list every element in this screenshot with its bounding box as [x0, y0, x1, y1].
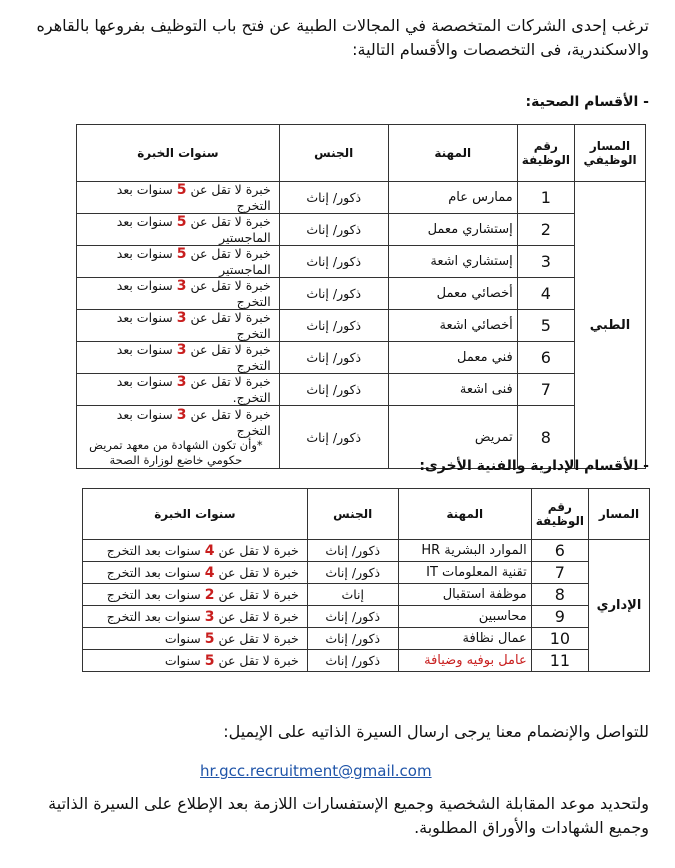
table-header-row — [83, 489, 650, 540]
experience-text — [107, 543, 299, 558]
job-profession-cell: عمال نظافة — [398, 628, 531, 650]
experience-suffix: سنوات بعد التخرج — [116, 406, 271, 438]
job-gender-cell: ذكور/ إناث — [307, 606, 398, 628]
experience-years: 3 — [176, 278, 187, 294]
experience-years: 4 — [204, 542, 215, 559]
experience-prefix: خبرة لا تقل عن — [218, 542, 299, 558]
experience-prefix: خبرة لا تقل عن — [218, 652, 299, 668]
experience-suffix: سنوات بعد التخرج — [116, 310, 271, 341]
job-gender-cell: ذكور/ إناث — [307, 540, 398, 562]
experience-suffix: سنوات بعد التخرج — [106, 564, 201, 580]
experience-years: 3 — [176, 406, 187, 423]
experience-years: 5 — [204, 652, 215, 669]
job-gender-cell: ذكور/ إناث — [279, 246, 388, 278]
experience-years: 3 — [204, 608, 215, 625]
closing-paragraph: ولتحديد موعد المقابلة الشخصية وجميع الإستفسارات اللازمة بعد الإطلاع على السيرة الذاتية وجميع الشهادات والأوراق المطلوبة. — [48, 794, 649, 837]
experience-text — [117, 310, 271, 341]
job-gender-cell: ذكور/ إناث — [279, 374, 388, 406]
table-row — [83, 606, 650, 628]
header-number: رقم الوظيفة — [517, 125, 574, 182]
experience-prefix: خبرة لا تقل عن — [218, 630, 299, 646]
job-gender-cell: ذكور/ إناث — [279, 342, 388, 374]
header-path: المسار الوظيفي — [575, 125, 646, 182]
table-row — [77, 342, 646, 374]
job-number-cell: 7 — [531, 562, 588, 584]
experience-note: *وأن تكون الشهادة من معهد تمريض حكومي خاضع لوزارة الصحة — [89, 437, 263, 467]
table-row — [83, 562, 650, 584]
experience-text — [117, 278, 271, 309]
job-number-cell: 8 — [517, 406, 574, 469]
header-path: المسار — [589, 489, 650, 540]
table-row — [83, 584, 650, 606]
table-row — [77, 182, 646, 214]
experience-text — [107, 587, 299, 602]
header-gender: الجنس — [279, 125, 388, 182]
job-number-cell: 3 — [517, 246, 574, 278]
experience-text — [117, 246, 271, 277]
experience-suffix: سنوات بعد التخرج — [106, 608, 201, 624]
experience-years: 3 — [176, 342, 187, 358]
table-row — [77, 214, 646, 246]
job-gender-cell: ذكور/ إناث — [307, 650, 398, 672]
header-number: رقم الوظيفة — [531, 489, 588, 540]
job-experience-cell — [77, 310, 280, 342]
job-experience-cell — [83, 650, 308, 672]
experience-suffix: سنوات بعد التخرج — [116, 182, 271, 213]
experience-suffix: سنوات — [164, 630, 201, 646]
job-profession-cell: إستشاري معمل — [388, 214, 517, 246]
experience-years: 5 — [204, 630, 215, 647]
experience-suffix: سنوات — [164, 652, 201, 668]
job-experience-cell — [83, 540, 308, 562]
health-section-heading: - الأقسام الصحية: — [525, 94, 649, 110]
experience-suffix: سنوات بعد الماجستير — [116, 214, 271, 245]
job-profession-cell: محاسبين — [398, 606, 531, 628]
email-link[interactable]: hr.gcc.recruitment@gmail.com — [200, 762, 432, 780]
table-row — [77, 246, 646, 278]
job-number-cell: 4 — [517, 278, 574, 310]
job-number-cell: 8 — [531, 584, 588, 606]
experience-text — [117, 342, 271, 373]
experience-years: 5 — [176, 246, 187, 262]
job-profession-cell: أخصائي اشعة — [388, 310, 517, 342]
job-experience-cell — [83, 628, 308, 650]
experience-text — [117, 214, 271, 245]
job-gender-cell: ذكور/ إناث — [279, 310, 388, 342]
job-experience-cell — [77, 406, 280, 469]
header-experience: سنوات الخبرة — [77, 125, 280, 182]
experience-text — [165, 631, 299, 646]
job-path-cell: الإداري — [589, 540, 650, 672]
table-row — [77, 310, 646, 342]
experience-suffix: سنوات بعد التخرج — [116, 278, 271, 309]
job-number-cell: 6 — [531, 540, 588, 562]
job-profession-cell: الموارد البشرية HR — [398, 540, 531, 562]
experience-suffix: سنوات بعد التخرج. — [116, 374, 271, 405]
job-gender-cell: ذكور/ إناث — [279, 278, 388, 310]
job-profession-cell: إستشاري اشعة — [388, 246, 517, 278]
experience-text — [117, 182, 271, 213]
experience-years: 3 — [176, 374, 187, 390]
experience-suffix: سنوات بعد الماجستير — [116, 246, 271, 277]
table-row — [83, 650, 650, 672]
table-row — [83, 628, 650, 650]
health-jobs-table — [76, 124, 646, 469]
job-experience-cell — [77, 182, 280, 214]
experience-prefix: خبرة لا تقل عن — [190, 278, 271, 293]
experience-prefix: خبرة لا تقل عن — [190, 246, 271, 261]
job-gender-cell: ذكور/ إناث — [279, 406, 388, 469]
intro-paragraph: ترغب إحدى الشركات المتخصصة في المجالات الطبية عن فتح باب التوظيف بفروعها بالقاهره والاسكندرية، فى التخصصات والأقسام التالية: — [36, 16, 649, 59]
job-experience-cell — [83, 562, 308, 584]
job-experience-cell — [77, 374, 280, 406]
job-experience-cell — [77, 342, 280, 374]
experience-text — [107, 609, 299, 624]
experience-prefix: خبرة لا تقل عن — [190, 374, 271, 389]
experience-prefix: خبرة لا تقل عن — [190, 310, 271, 325]
experience-text — [107, 565, 299, 580]
job-experience-cell — [83, 606, 308, 628]
experience-years: 2 — [204, 586, 215, 603]
table-row — [77, 278, 646, 310]
job-path-cell: الطبي — [575, 182, 646, 469]
experience-suffix: سنوات بعد التخرج — [116, 342, 271, 373]
job-experience-cell — [77, 246, 280, 278]
job-profession-cell: فني معمل — [388, 342, 517, 374]
job-number-cell: 6 — [517, 342, 574, 374]
job-number-cell: 2 — [517, 214, 574, 246]
experience-text — [117, 374, 271, 405]
experience-years: 3 — [176, 310, 187, 326]
job-number-cell: 9 — [531, 606, 588, 628]
job-profession-cell: تمريض — [388, 406, 517, 469]
admin-section-heading: - الأقسام الإدارية والفنية الأخرى: — [419, 458, 649, 474]
job-number-cell: 7 — [517, 374, 574, 406]
job-gender-cell: ذكور/ إناث — [307, 562, 398, 584]
experience-prefix: خبرة لا تقل عن — [190, 342, 271, 357]
experience-suffix: سنوات بعد التخرج — [106, 542, 201, 558]
job-profession-cell: تقنية المعلومات IT — [398, 562, 531, 584]
header-profession: المهنة — [388, 125, 517, 182]
experience-years: 4 — [204, 564, 215, 581]
job-profession-cell: ممارس عام — [388, 182, 517, 214]
table-row — [83, 540, 650, 562]
job-gender-cell: ذكور/ إناث — [279, 182, 388, 214]
job-gender-cell: إناث — [307, 584, 398, 606]
experience-text — [117, 407, 271, 438]
job-number-cell: 5 — [517, 310, 574, 342]
experience-prefix: خبرة لا تقل عن — [218, 586, 299, 602]
contact-instructions: للتواصل والإنضمام معنا يرجى ارسال السيرة الذاتيه على الإيميل: — [223, 722, 649, 741]
header-experience: سنوات الخبرة — [83, 489, 308, 540]
job-gender-cell: ذكور/ إناث — [307, 628, 398, 650]
admin-jobs-table — [82, 488, 650, 672]
job-profession-cell: أخصائي معمل — [388, 278, 517, 310]
job-profession-cell: فنى اشعة — [388, 374, 517, 406]
job-number-cell: 10 — [531, 628, 588, 650]
job-number-cell: 1 — [517, 182, 574, 214]
experience-suffix: سنوات بعد التخرج — [106, 586, 201, 602]
table-row — [77, 374, 646, 406]
job-profession-cell: موظفة استقبال — [398, 584, 531, 606]
experience-prefix: خبرة لا تقل عن — [190, 214, 271, 229]
experience-prefix: خبرة لا تقل عن — [190, 406, 271, 422]
header-gender: الجنس — [307, 489, 398, 540]
experience-years: 5 — [176, 182, 187, 198]
job-gender-cell: ذكور/ إناث — [279, 214, 388, 246]
header-profession: المهنة — [398, 489, 531, 540]
job-experience-cell — [77, 278, 280, 310]
experience-prefix: خبرة لا تقل عن — [218, 564, 299, 580]
table-header-row — [77, 125, 646, 182]
experience-years: 5 — [176, 214, 187, 230]
experience-prefix: خبرة لا تقل عن — [190, 182, 271, 197]
job-number-cell: 11 — [531, 650, 588, 672]
experience-prefix: خبرة لا تقل عن — [218, 608, 299, 624]
experience-text — [165, 653, 299, 668]
job-experience-cell — [83, 584, 308, 606]
job-profession-cell: عامل بوفيه وضيافة — [398, 650, 531, 672]
job-experience-cell — [77, 214, 280, 246]
